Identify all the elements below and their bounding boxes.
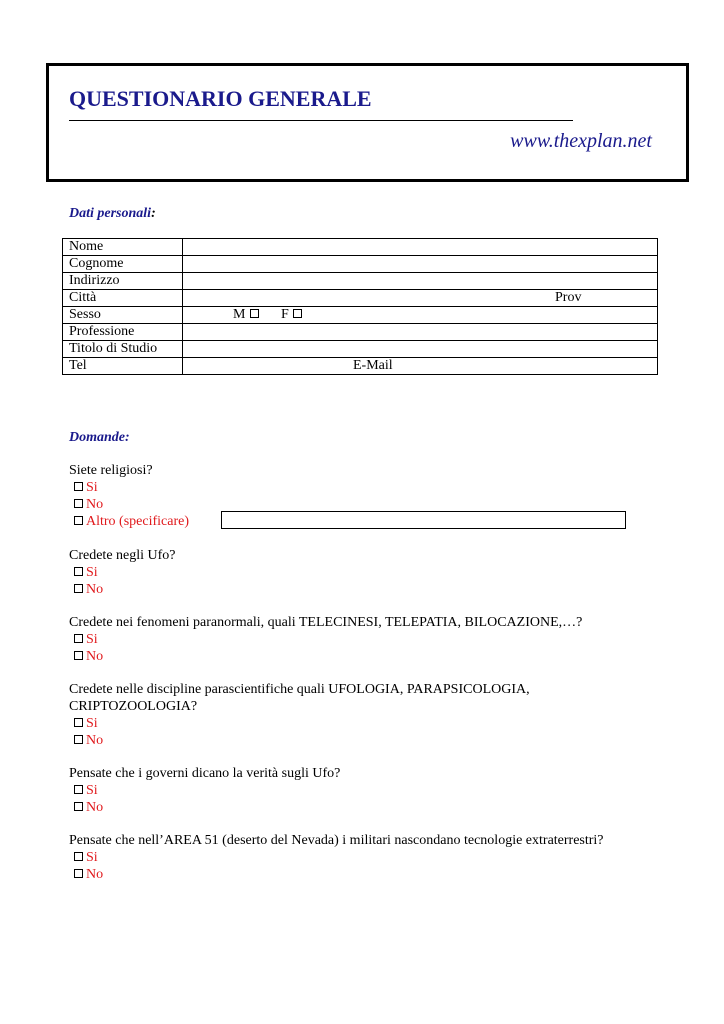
table-row-indirizzo: [63, 273, 658, 290]
checkbox-icon: [74, 785, 83, 794]
option-label: Si: [86, 850, 98, 865]
field-citta[interactable]: [183, 290, 658, 307]
checkbox-icon: [74, 516, 83, 525]
sex-f-label: F: [281, 307, 289, 322]
option-label: Si: [86, 783, 98, 798]
table-row-citta: [63, 290, 658, 307]
table-row-sesso: [63, 307, 658, 324]
option-no[interactable]: [73, 732, 589, 749]
checkbox-icon: [74, 567, 83, 576]
question-area51: [69, 832, 669, 883]
field-indirizzo[interactable]: [183, 273, 658, 290]
question-text: Siete religiosi?: [69, 463, 153, 478]
option-no[interactable]: [73, 866, 669, 883]
option-label: No: [86, 649, 104, 664]
label-indirizzo: Indirizzo: [63, 273, 183, 290]
option-si[interactable]: [73, 564, 669, 581]
option-label: No: [86, 497, 104, 512]
question-text: Pensate che nell’AREA 51 (deserto del Nevada) i militari nascondano tecnologie extraterrestri?: [69, 833, 604, 848]
table-row-nome: [63, 239, 658, 256]
option-si[interactable]: [73, 715, 589, 732]
table-row-titolo-studio: [63, 341, 658, 358]
field-sesso: [183, 307, 658, 324]
label-prov: Prov: [555, 290, 582, 305]
checkbox-icon: [74, 718, 83, 727]
option-list: [69, 715, 589, 749]
option-label: No: [86, 582, 104, 597]
sex-option-f[interactable]: [281, 307, 304, 323]
label-tel: Tel: [63, 358, 183, 375]
option-list: [69, 564, 669, 598]
option-label: Si: [86, 480, 98, 495]
question-parascientific: [69, 681, 589, 749]
option-label: Si: [86, 632, 98, 647]
option-label: Si: [86, 716, 98, 731]
label-cognome: Cognome: [63, 256, 183, 273]
altro-specify-field[interactable]: [221, 511, 626, 529]
option-label: No: [86, 867, 104, 882]
question-paranormal: [69, 614, 669, 665]
checkbox-icon: [74, 482, 83, 491]
label-nome: Nome: [63, 239, 183, 256]
field-tel[interactable]: [183, 358, 658, 375]
checkbox-icon: [74, 499, 83, 508]
option-label: Si: [86, 565, 98, 580]
checkbox-icon: [74, 651, 83, 660]
personal-data-heading: [69, 206, 156, 222]
field-professione[interactable]: [183, 324, 658, 341]
checkbox-icon: [250, 309, 259, 318]
checkbox-icon: [74, 869, 83, 878]
table-row-tel: [63, 358, 658, 375]
website-link[interactable]: www.thexplan.net: [510, 130, 652, 152]
option-si[interactable]: [73, 782, 669, 799]
document-title: QUESTIONARIO GENERALE: [69, 86, 372, 111]
question-text: Credete negli Ufo?: [69, 548, 176, 563]
table-row-cognome: [63, 256, 658, 273]
label-titolo-studio: Titolo di Studio: [63, 341, 183, 358]
checkbox-icon: [74, 802, 83, 811]
checkbox-icon: [74, 735, 83, 744]
checkbox-icon: [74, 584, 83, 593]
option-si[interactable]: [73, 631, 669, 648]
checkbox-icon: [74, 634, 83, 643]
sex-m-label: M: [233, 307, 246, 322]
field-nome[interactable]: [183, 239, 658, 256]
option-si[interactable]: [73, 849, 669, 866]
checkbox-icon: [293, 309, 302, 318]
question-ufo: [69, 547, 669, 598]
question-governments: [69, 765, 669, 816]
checkbox-icon: [74, 852, 83, 861]
option-no[interactable]: [73, 581, 669, 598]
option-list: [69, 782, 669, 816]
question-text: Pensate che i governi dicano la verità sugli Ufo?: [69, 766, 341, 781]
title-underline: [69, 120, 573, 121]
field-titolo-studio[interactable]: [183, 341, 658, 358]
question-text: Credete nelle discipline parascientifiche quali UFOLOGIA, PARAPSICOLOGIA, CRIPTOZOOLOGIA?: [69, 682, 530, 714]
table-row-professione: [63, 324, 658, 341]
label-professione: Professione: [63, 324, 183, 341]
label-sesso: Sesso: [63, 307, 183, 324]
option-label: No: [86, 800, 104, 815]
questions-heading: Domande:: [69, 430, 130, 445]
header-box: [46, 63, 689, 182]
sex-option-m[interactable]: [233, 307, 261, 323]
option-list: [69, 849, 669, 883]
question-text: Credete nei fenomeni paranormali, quali TELECINESI, TELEPATIA, BILOCAZIONE,…?: [69, 615, 583, 630]
option-no[interactable]: [73, 648, 669, 665]
personal-data-heading-colon: :: [151, 206, 156, 221]
option-label: No: [86, 733, 104, 748]
field-cognome[interactable]: [183, 256, 658, 273]
label-email: E-Mail: [353, 358, 393, 373]
option-list: [69, 631, 669, 665]
option-no[interactable]: [73, 799, 669, 816]
personal-data-heading-text: Dati personali: [69, 206, 152, 221]
option-si[interactable]: [73, 479, 669, 496]
option-label: Altro (specificare): [86, 514, 189, 529]
label-citta: Città: [63, 290, 183, 307]
personal-data-table: [62, 238, 658, 375]
